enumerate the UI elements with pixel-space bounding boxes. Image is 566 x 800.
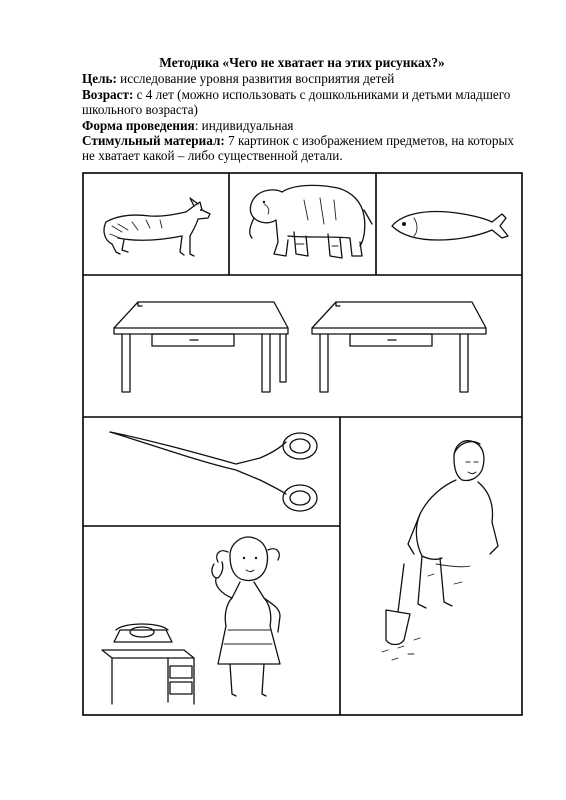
material-text: 7 картинок с изображением предметов, на которых — [224, 133, 514, 149]
fish-picture — [392, 212, 508, 240]
table-left — [114, 302, 288, 392]
table-right — [312, 302, 486, 392]
material-line-continued: не хватает какой – либо существенной детали. — [82, 148, 343, 164]
material-label: Стимульный материал: — [82, 133, 225, 149]
stimulus-pictures-svg — [82, 172, 523, 716]
material-line — [82, 133, 522, 148]
methodology-header — [82, 55, 522, 164]
dog-picture — [104, 198, 210, 256]
form-text: : индивидуальная — [194, 117, 294, 133]
form-line — [82, 118, 522, 133]
elephant-picture — [250, 185, 372, 258]
stimulus-pictures-grid — [82, 172, 523, 716]
form-label: Форма проведения — [82, 117, 195, 133]
page-title: Методика «Чего не хватает на этих рисунках?» — [159, 55, 445, 70]
age-line-continued: школьного возраста) — [82, 102, 198, 118]
goal-text: исследование уровня развития восприятия детей — [116, 71, 395, 87]
age-line — [82, 87, 522, 102]
age-label: Возраст: — [82, 86, 134, 102]
age-text: с 4 лет (можно использовать с дошкольниками и детьми младшего — [133, 86, 511, 102]
goal-label: Цель: — [82, 71, 117, 87]
man-shovel-picture — [382, 441, 498, 660]
scissors-picture — [110, 432, 317, 511]
girl-phone-picture — [102, 537, 280, 704]
tables-picture — [114, 302, 486, 392]
goal-line — [82, 71, 522, 86]
